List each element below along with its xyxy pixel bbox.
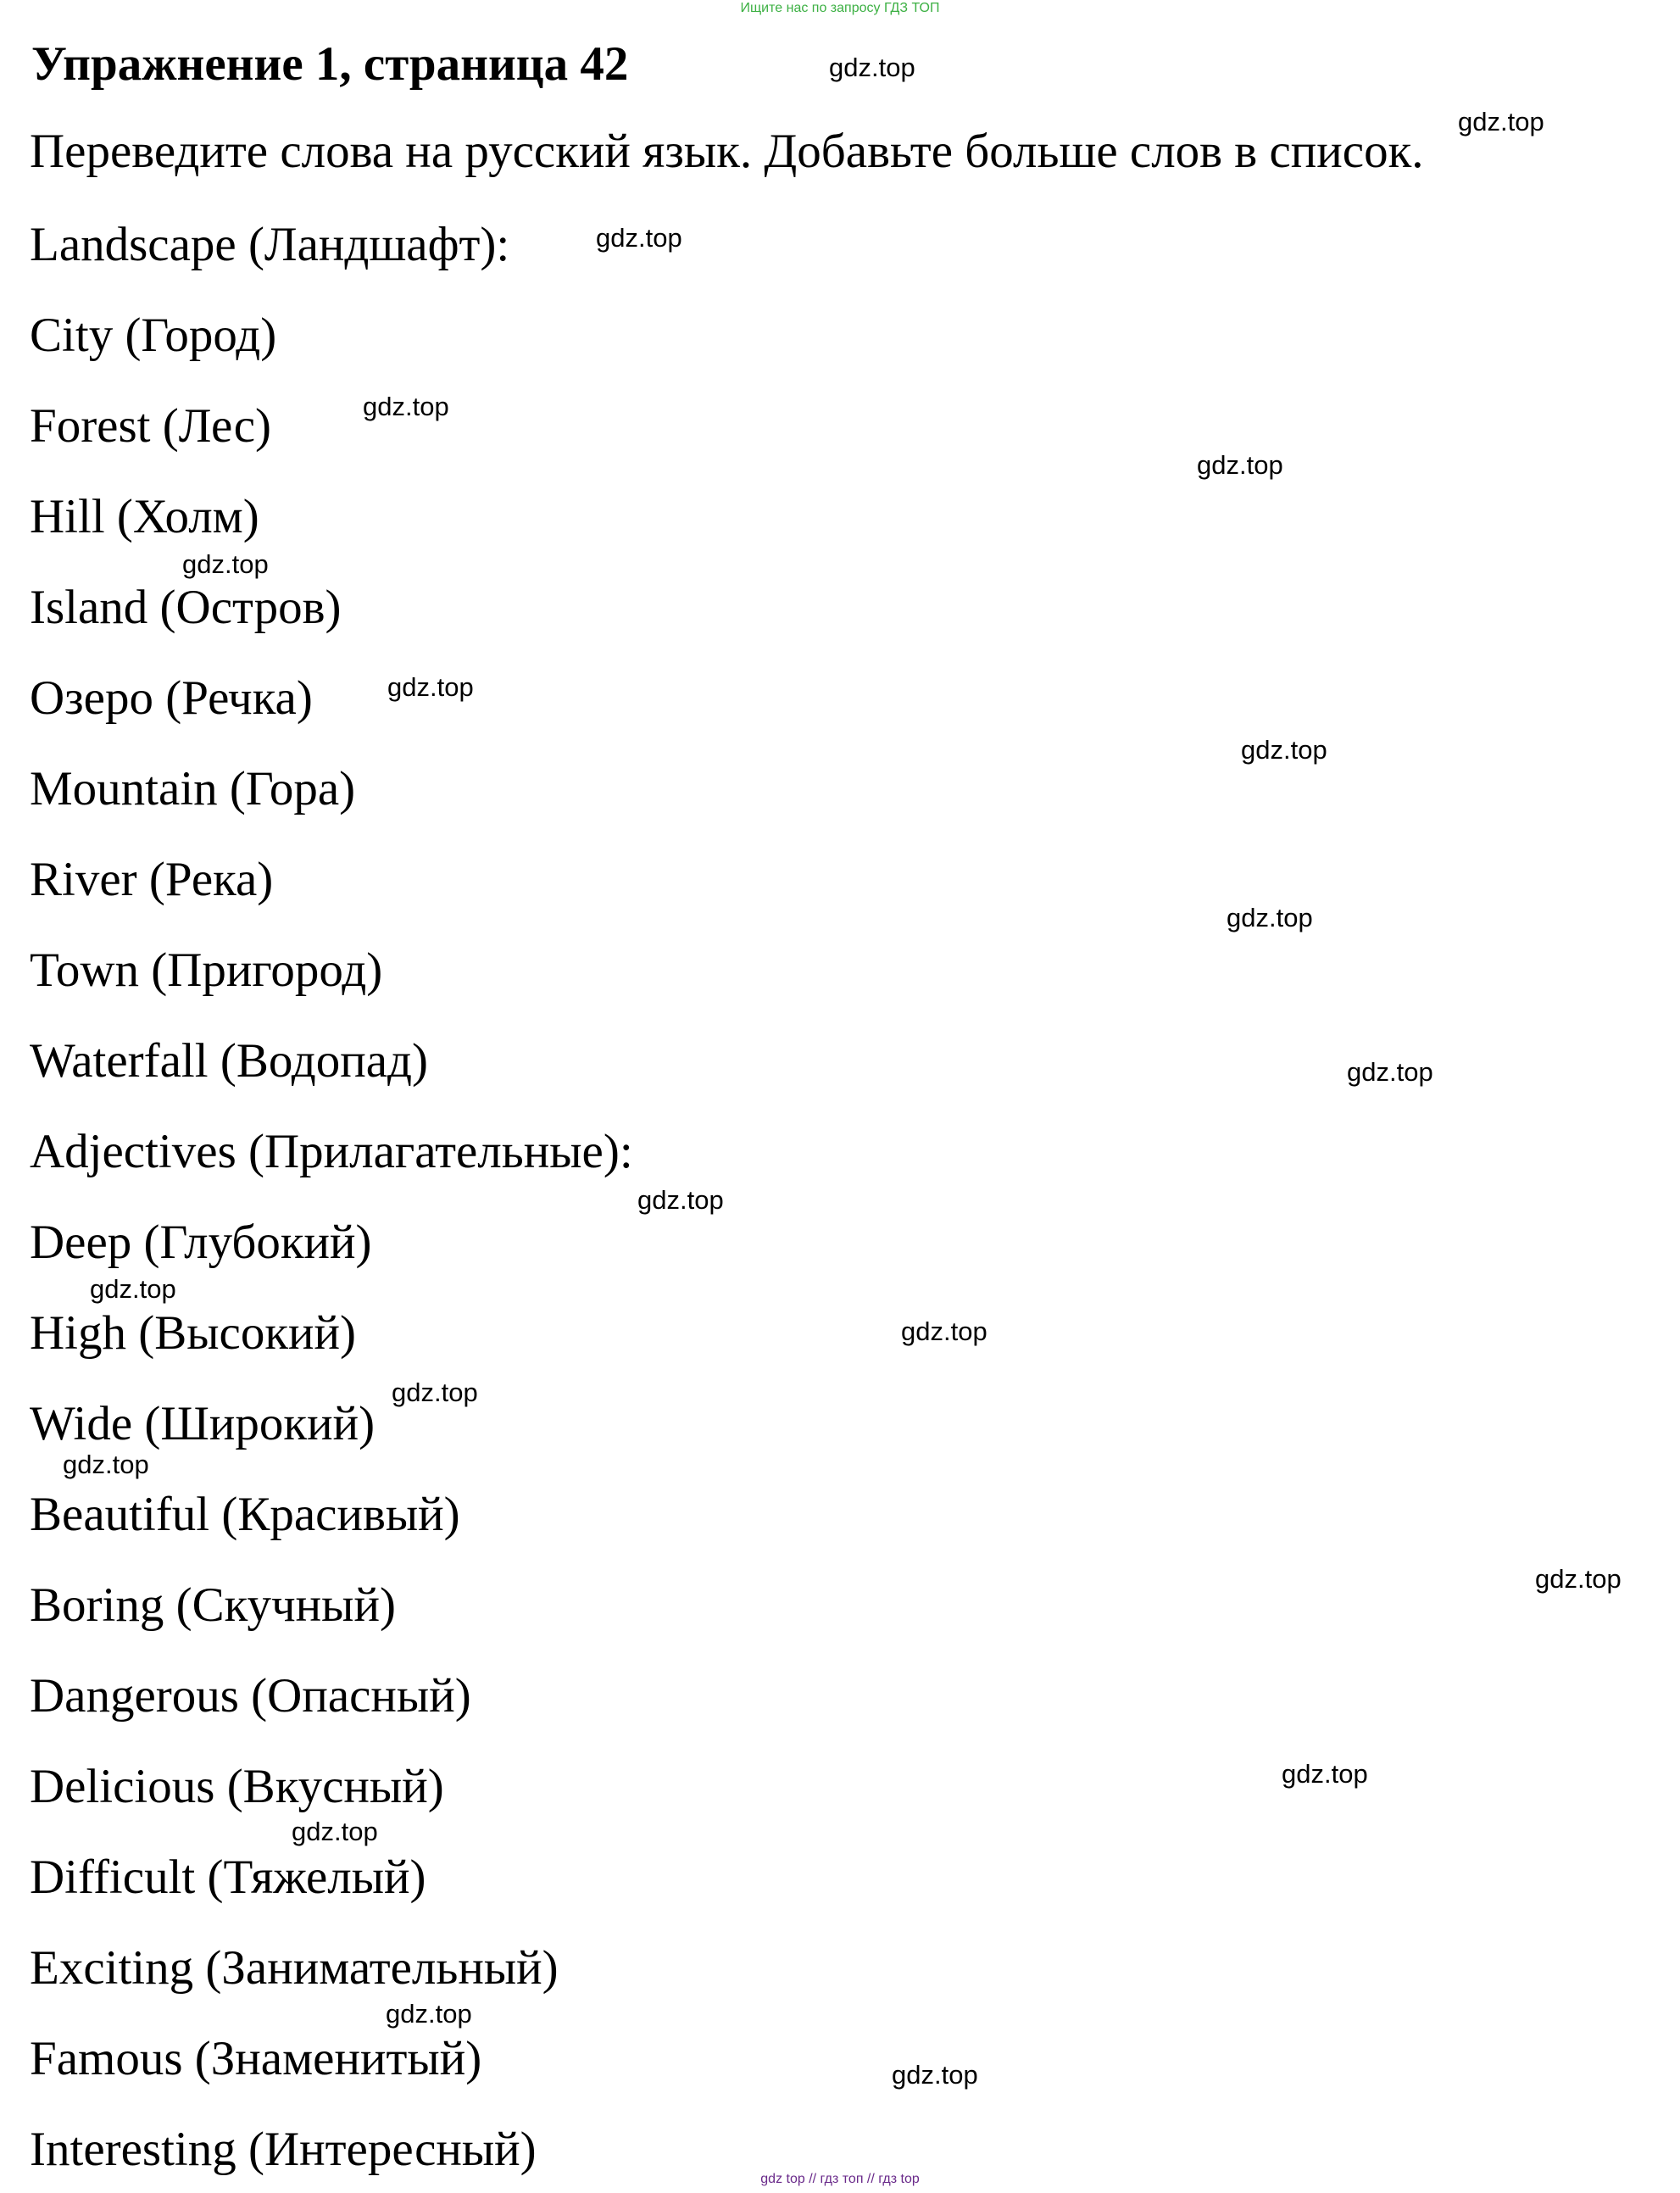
instruction-text: Переведите слова на русский язык. Добавьте больше слов в список.	[30, 125, 1424, 178]
entry-mountain: Mountain (Гора)	[30, 762, 356, 815]
watermark: gdz.top	[387, 672, 474, 702]
entry-river: River (Река)	[30, 853, 274, 906]
entry-interesting: Interesting (Интересный)	[30, 2123, 537, 2176]
entry-boring: Boring (Скучный)	[30, 1578, 396, 1632]
watermark: gdz.top	[901, 1316, 987, 1346]
entry-adjectives: Adjectives (Прилагательные):	[30, 1125, 633, 1178]
watermark: gdz.top	[1535, 1564, 1622, 1594]
entry-lake: Озеро (Речка)	[30, 671, 313, 725]
watermark: gdz.top	[392, 1378, 478, 1407]
entry-delicious: Delicious (Вкусный)	[30, 1760, 444, 1813]
entry-island: Island (Остров)	[30, 581, 342, 634]
watermark: gdz.top	[637, 1185, 724, 1215]
entry-famous: Famous (Знаменитый)	[30, 2032, 482, 2085]
top-banner: Ищите нас по запросу ГДЗ ТОП	[740, 1, 940, 15]
watermark: gdz.top	[1458, 107, 1544, 136]
entry-town: Town (Пригород)	[30, 943, 383, 997]
watermark: gdz.top	[1282, 1759, 1368, 1789]
entry-wide: Wide (Широкий)	[30, 1397, 375, 1450]
entry-hill: Hill (Холм)	[30, 490, 259, 543]
watermark: gdz.top	[892, 2060, 978, 2090]
entry-forest: Forest (Лес)	[30, 399, 271, 453]
watermark: gdz.top	[1241, 735, 1327, 765]
entry-deep: Deep (Глубокий)	[30, 1216, 372, 1269]
exercise-title: Упражнение 1, страница 42	[31, 37, 629, 91]
entry-city: City (Город)	[30, 309, 277, 362]
entry-high: High (Высокий)	[30, 1306, 357, 1360]
entry-landscape: Landscape (Ландшафт):	[30, 218, 510, 271]
watermark: gdz.top	[292, 1817, 378, 1846]
watermark: gdz.top	[1197, 450, 1283, 480]
entry-dangerous: Dangerous (Опасный)	[30, 1669, 471, 1723]
watermark: gdz.top	[829, 53, 915, 82]
entry-difficult: Difficult (Тяжелый)	[30, 1851, 426, 1904]
entry-exciting: Exciting (Занимательный)	[30, 1941, 559, 1995]
watermark: gdz.top	[596, 223, 682, 253]
watermark: gdz.top	[363, 392, 449, 421]
watermark: gdz.top	[386, 1999, 472, 2029]
watermark: gdz.top	[63, 1450, 149, 1479]
watermark: gdz.top	[182, 549, 269, 579]
watermark: gdz.top	[90, 1274, 176, 1304]
entry-beautiful: Beautiful (Красивый)	[30, 1488, 460, 1541]
watermark: gdz.top	[1227, 903, 1313, 932]
footer-watermark: gdz top // гдз топ // гдз top	[760, 2172, 920, 2186]
watermark: gdz.top	[1347, 1057, 1433, 1087]
entry-waterfall: Waterfall (Водопад)	[30, 1034, 428, 1088]
